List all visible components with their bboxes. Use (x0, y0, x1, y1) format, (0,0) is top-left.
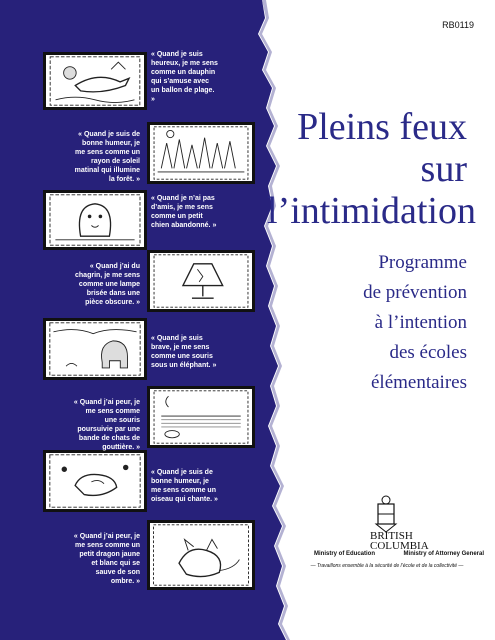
title-line-1: Pleins feux (297, 106, 467, 148)
subtitle-line-4: des écoles (389, 342, 467, 363)
illustration-forest (147, 122, 255, 184)
lamp-drawing (150, 253, 252, 309)
illustration-bird (43, 450, 147, 512)
title-line-2: sur (420, 148, 467, 190)
title-line-3: l’intimidation (267, 190, 476, 232)
illustration-elephant (43, 318, 147, 380)
quote-puppy: « Quand je n’ai pas d’amis, je me sens comme un petit chien abandonné. » (151, 195, 217, 229)
ministries (314, 551, 484, 557)
quote-dragon: « Quand j’ai peur, je me sens comme un petit dragon jaune et blanc qui se sauve de son ombre. » (73, 533, 140, 585)
ministry-education: Ministry of Education (314, 551, 376, 557)
elephant-drawing (46, 321, 144, 377)
illustration-dolphin (43, 52, 147, 110)
logo-line-2: COLUMBIA (370, 540, 429, 552)
ministry-attorney-general: Ministry of Attorney General (403, 551, 484, 557)
subtitle-line-1: Programme (378, 252, 467, 273)
illustration-cats (147, 386, 255, 448)
quote-dolphin: « Quand je suis heureux, je me sens comme un dauphin qui s’amuse avec un ballon de plage. » (151, 51, 218, 103)
subtitle-line-5: élémentaires (370, 372, 467, 393)
dragon-drawing (150, 523, 252, 587)
bird-drawing (46, 453, 144, 509)
page-title (267, 106, 476, 232)
page-subtitle (287, 248, 467, 398)
subtitle-line-3: à l’intention (374, 312, 467, 333)
crest-icon (376, 496, 396, 532)
quote-mouse-cats: « Quand j’ai peur, je me sens comme une souris poursuivie par une bande de chats de gouttière. » (73, 399, 140, 451)
illustration-puppy (43, 190, 147, 250)
quote-sunbeam: « Quand je suis de bonne humeur, je me sens comme un rayon de soleil matinal qui illumine la forêt. » (74, 131, 140, 183)
forest-drawing (150, 125, 252, 181)
logo-line-1: BRITISH (370, 530, 413, 542)
illustration-dragon (147, 520, 255, 590)
dolphin-drawing (46, 55, 144, 107)
illustration-lamp (147, 250, 255, 312)
quote-mouse-elephant: « Quand je suis brave, je me sens comme une souris sous un éléphant. » (151, 335, 217, 369)
subtitle-line-2: de prévention (363, 282, 467, 303)
quote-bird: « Quand je suis de bonne humeur, je me sens comme un oiseau qui chante. » (151, 469, 218, 503)
puppy-drawing (46, 193, 144, 247)
tagline: — Travaillons ensemble à la sécurité de l’école et de la collectivité — (310, 563, 464, 569)
quote-lamp: « Quand j’ai du chagrin, je me sens comme une lampe brisée dans une pièce obscure. » (75, 263, 140, 306)
document-code: RB0119 (442, 20, 474, 30)
bc-logo (368, 492, 464, 552)
cats-drawing (150, 389, 252, 445)
